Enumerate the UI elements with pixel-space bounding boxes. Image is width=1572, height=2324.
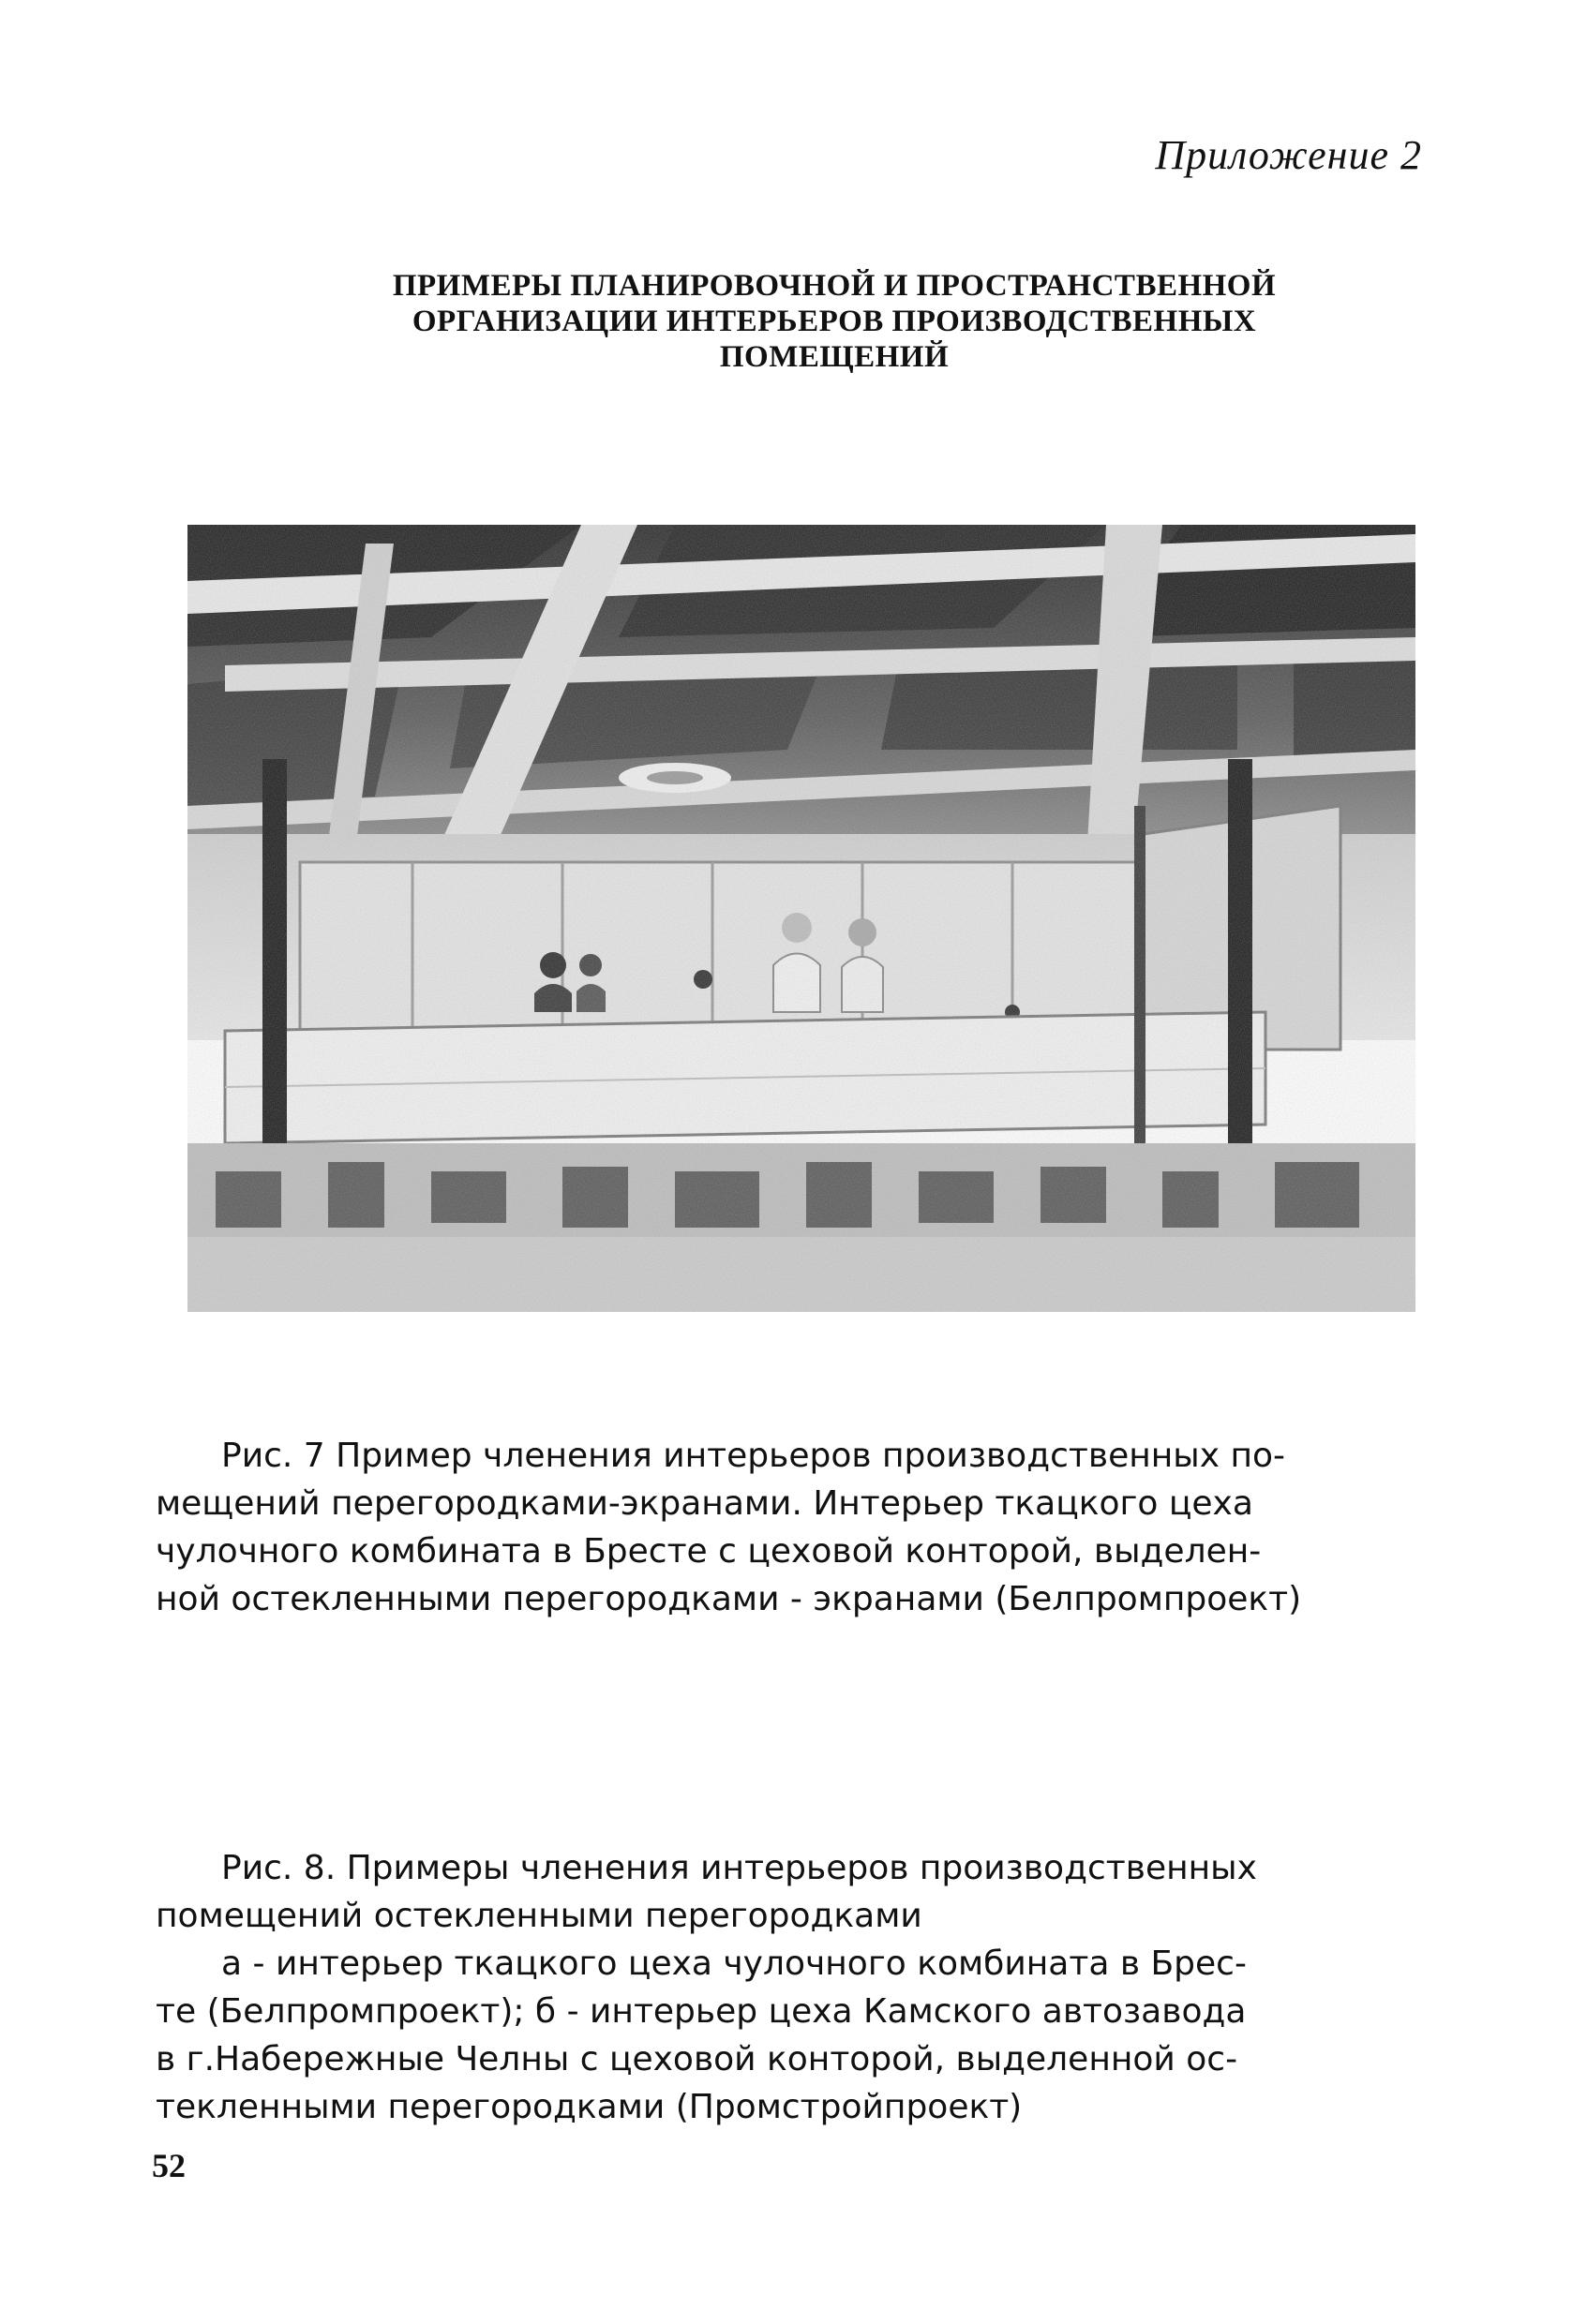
caption-line: текленными перегородками (Промстройпроект)	[156, 2088, 1023, 2126]
caption-line: Рис. 7 Пример членения интерьеров производственных по-	[221, 1437, 1286, 1475]
page-number: 52	[152, 2147, 186, 2184]
section-heading	[309, 268, 1359, 375]
caption-line: а - интерьер ткацкого цеха чулочного комбината в Брес-	[221, 1944, 1247, 1983]
caption-line: мещений перегородками-экранами. Интерьер ткацкого цеха	[156, 1484, 1253, 1523]
caption-line: Рис. 8. Примеры членения интерьеров производственных	[221, 1849, 1257, 1887]
heading-line: ПРИМЕРЫ ПЛАНИРОВОЧНОЙ И ПРОСТРАНСТВЕННОЙ	[392, 269, 1277, 303]
caption-line: ной остекленными перегородками - экранами (Белпромпроект)	[156, 1580, 1302, 1618]
caption-line: в г.Набережные Челны с цеховой конторой, выделенной ос-	[156, 2040, 1238, 2078]
heading-line: ОРГАНИЗАЦИИ ИНТЕРЬЕРОВ ПРОИЗВОДСТВЕННЫХ	[412, 305, 1257, 338]
figure7-caption	[156, 1432, 1416, 1623]
caption-line: те (Белпромпроект); б - интерьер цеха Камского автозавода	[156, 1992, 1247, 2031]
figure7-photo	[187, 525, 1415, 1312]
figure8-caption	[156, 1844, 1416, 2131]
caption-line: чулочного комбината в Бресте с цеховой конторой, выделен-	[156, 1532, 1262, 1571]
appendix-label: Приложение 2	[1155, 132, 1422, 178]
caption-line: помещений остекленными перегородками	[156, 1897, 922, 1935]
heading-line: ПОМЕЩЕНИЙ	[719, 340, 950, 374]
